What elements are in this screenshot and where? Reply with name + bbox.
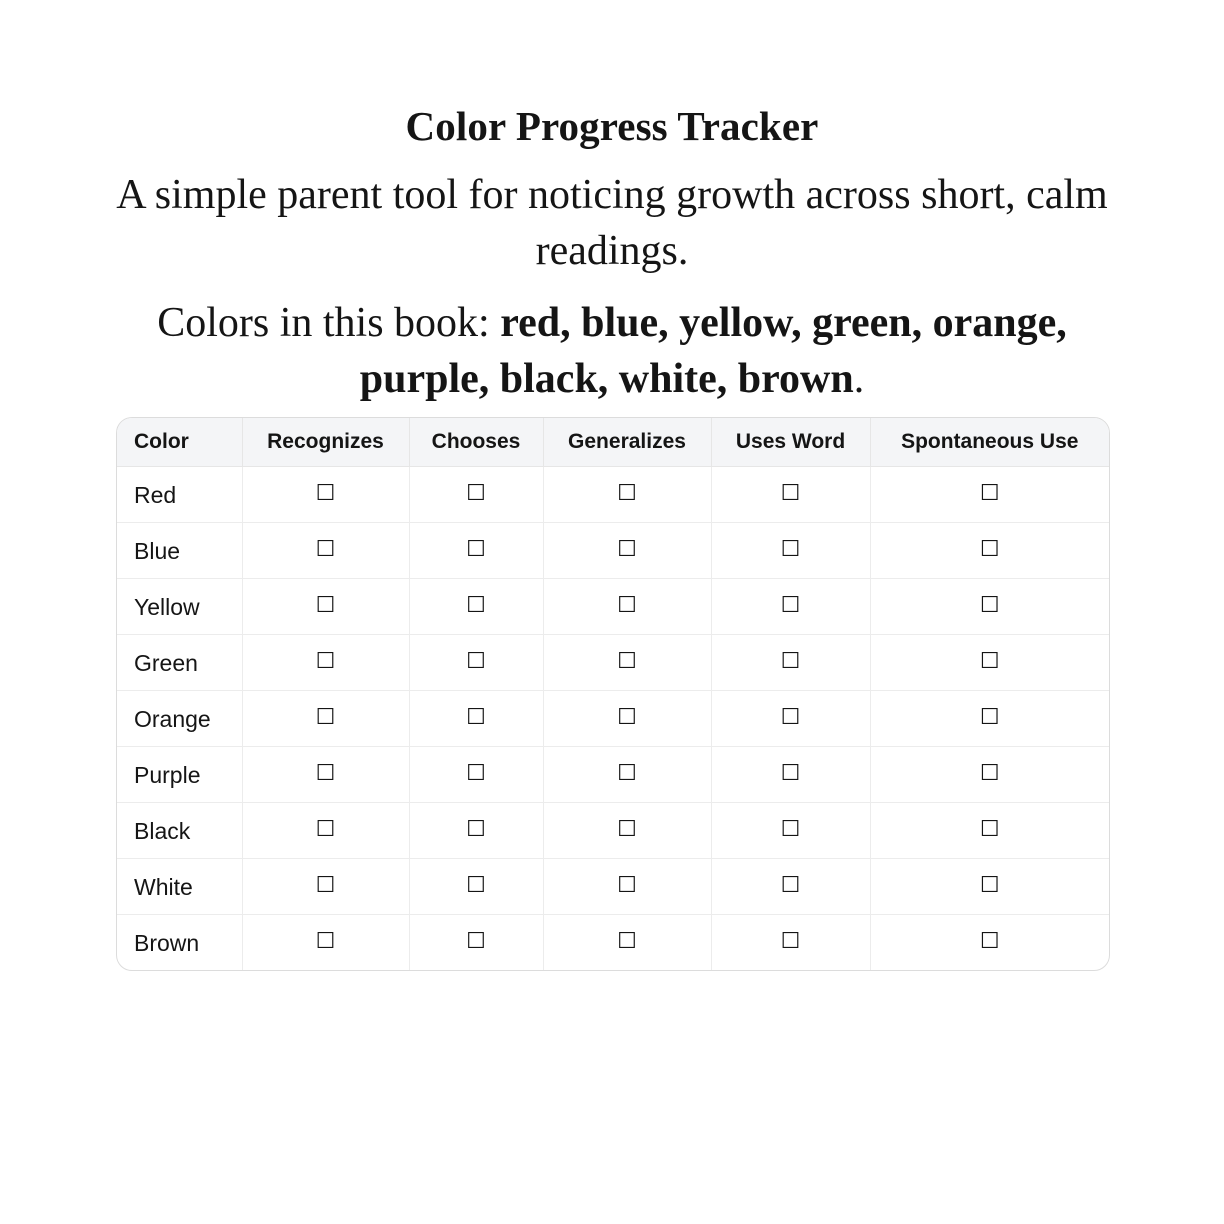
header-color: Color xyxy=(117,418,242,467)
cell-spontaneous-use xyxy=(870,859,1109,915)
header-chooses: Chooses xyxy=(409,418,543,467)
header-recognizes: Recognizes xyxy=(242,418,409,467)
table-row xyxy=(117,635,1109,691)
checkbox-uses-word[interactable]: ☐ xyxy=(780,649,801,674)
checkbox-chooses[interactable]: ☐ xyxy=(466,929,486,954)
cell-uses-word xyxy=(711,467,870,523)
checkbox-uses-word[interactable]: ☐ xyxy=(780,929,801,954)
cell-recognizes xyxy=(242,579,409,635)
header-spontaneous-use: Spontaneous Use xyxy=(870,418,1109,467)
cell-chooses xyxy=(409,803,543,859)
cell-chooses xyxy=(409,747,543,803)
checkbox-recognizes[interactable]: ☐ xyxy=(315,705,336,730)
checkbox-uses-word[interactable]: ☐ xyxy=(780,481,801,506)
row-color-label: Yellow xyxy=(117,579,242,635)
progress-table xyxy=(117,418,1109,970)
cell-uses-word xyxy=(711,579,870,635)
checkbox-spontaneous-use[interactable]: ☐ xyxy=(979,873,1000,898)
cell-recognizes xyxy=(242,859,409,915)
cell-spontaneous-use xyxy=(870,523,1109,579)
table-header-row xyxy=(117,418,1109,467)
checkbox-uses-word[interactable]: ☐ xyxy=(780,537,801,562)
checkbox-spontaneous-use[interactable]: ☐ xyxy=(979,481,1000,506)
table-row xyxy=(117,803,1109,859)
table-row xyxy=(117,691,1109,747)
checkbox-chooses[interactable]: ☐ xyxy=(466,537,486,562)
checkbox-recognizes[interactable]: ☐ xyxy=(315,873,336,898)
checkbox-chooses[interactable]: ☐ xyxy=(466,593,486,618)
checkbox-uses-word[interactable]: ☐ xyxy=(780,593,801,618)
cell-generalizes xyxy=(543,523,711,579)
cell-chooses xyxy=(409,635,543,691)
checkbox-chooses[interactable]: ☐ xyxy=(466,873,486,898)
checkbox-generalizes[interactable]: ☐ xyxy=(617,873,637,898)
colors-intro: Colors in this book: xyxy=(157,300,501,346)
cell-recognizes xyxy=(242,691,409,747)
cell-generalizes xyxy=(543,915,711,971)
checkbox-generalizes[interactable]: ☐ xyxy=(617,537,637,562)
table-row xyxy=(117,747,1109,803)
tracker-page xyxy=(116,98,1108,971)
cell-generalizes xyxy=(543,747,711,803)
cell-spontaneous-use xyxy=(870,635,1109,691)
row-color-label: White xyxy=(117,859,242,915)
cell-uses-word xyxy=(711,803,870,859)
checkbox-chooses[interactable]: ☐ xyxy=(466,649,486,674)
cell-uses-word xyxy=(711,859,870,915)
checkbox-chooses[interactable]: ☐ xyxy=(466,761,486,786)
cell-chooses xyxy=(409,579,543,635)
checkbox-recognizes[interactable]: ☐ xyxy=(315,481,336,506)
cell-spontaneous-use xyxy=(870,803,1109,859)
checkbox-spontaneous-use[interactable]: ☐ xyxy=(979,593,1000,618)
checkbox-generalizes[interactable]: ☐ xyxy=(617,649,637,674)
checkbox-chooses[interactable]: ☐ xyxy=(466,705,486,730)
checkbox-recognizes[interactable]: ☐ xyxy=(315,593,336,618)
row-color-label: Green xyxy=(117,635,242,691)
page-subtitle: A simple parent tool for noticing growth across short, calm readings. xyxy=(116,172,1108,274)
checkbox-recognizes[interactable]: ☐ xyxy=(315,537,336,562)
checkbox-generalizes[interactable]: ☐ xyxy=(617,593,637,618)
checkbox-uses-word[interactable]: ☐ xyxy=(780,761,801,786)
cell-generalizes xyxy=(543,803,711,859)
checkbox-spontaneous-use[interactable]: ☐ xyxy=(979,929,1000,954)
cell-spontaneous-use xyxy=(870,579,1109,635)
cell-generalizes xyxy=(543,859,711,915)
checkbox-uses-word[interactable]: ☐ xyxy=(780,873,801,898)
row-color-label: Black xyxy=(117,803,242,859)
cell-recognizes xyxy=(242,915,409,971)
cell-recognizes xyxy=(242,803,409,859)
progress-table-container xyxy=(116,417,1110,971)
checkbox-spontaneous-use[interactable]: ☐ xyxy=(979,761,1000,786)
row-color-label: Purple xyxy=(117,747,242,803)
checkbox-generalizes[interactable]: ☐ xyxy=(617,929,637,954)
checkbox-spontaneous-use[interactable]: ☐ xyxy=(979,705,1000,730)
cell-chooses xyxy=(409,467,543,523)
table-row xyxy=(117,915,1109,971)
checkbox-spontaneous-use[interactable]: ☐ xyxy=(979,649,1000,674)
page-title: Color Progress Tracker xyxy=(405,103,819,149)
table-row xyxy=(117,523,1109,579)
cell-uses-word xyxy=(711,523,870,579)
checkbox-generalizes[interactable]: ☐ xyxy=(617,761,637,786)
header-uses-word: Uses Word xyxy=(711,418,870,467)
checkbox-recognizes[interactable]: ☐ xyxy=(315,929,336,954)
cell-generalizes xyxy=(543,691,711,747)
checkbox-uses-word[interactable]: ☐ xyxy=(780,705,801,730)
cell-generalizes xyxy=(543,579,711,635)
row-color-label: Blue xyxy=(117,523,242,579)
colors-end: . xyxy=(853,356,865,402)
table-body xyxy=(117,467,1109,971)
checkbox-generalizes[interactable]: ☐ xyxy=(617,817,637,842)
checkbox-spontaneous-use[interactable]: ☐ xyxy=(979,817,1000,842)
colors-list: red, blue, yellow, green, orange, purple, black, white, brown xyxy=(359,300,1067,402)
row-color-label: Red xyxy=(117,467,242,523)
cell-chooses xyxy=(409,523,543,579)
cell-recognizes xyxy=(242,523,409,579)
checkbox-chooses[interactable]: ☐ xyxy=(466,481,486,506)
cell-uses-word xyxy=(711,691,870,747)
cell-chooses xyxy=(409,691,543,747)
checkbox-spontaneous-use[interactable]: ☐ xyxy=(979,537,1000,562)
cell-recognizes xyxy=(242,467,409,523)
table-row xyxy=(117,859,1109,915)
cell-generalizes xyxy=(543,635,711,691)
row-color-label: Brown xyxy=(117,915,242,971)
cell-chooses xyxy=(409,915,543,971)
row-color-label: Orange xyxy=(117,691,242,747)
cell-spontaneous-use xyxy=(870,467,1109,523)
checkbox-recognizes[interactable]: ☐ xyxy=(315,649,336,674)
cell-spontaneous-use xyxy=(870,915,1109,971)
checkbox-generalizes[interactable]: ☐ xyxy=(617,481,637,506)
cell-recognizes xyxy=(242,747,409,803)
checkbox-uses-word[interactable]: ☐ xyxy=(780,817,801,842)
checkbox-recognizes[interactable]: ☐ xyxy=(315,761,336,786)
cell-spontaneous-use xyxy=(870,691,1109,747)
cell-uses-word xyxy=(711,915,870,971)
checkbox-chooses[interactable]: ☐ xyxy=(466,817,486,842)
table-row xyxy=(117,579,1109,635)
cell-chooses xyxy=(409,859,543,915)
colors-in-book-line xyxy=(116,295,1108,407)
cell-uses-word xyxy=(711,635,870,691)
cell-spontaneous-use xyxy=(870,747,1109,803)
cell-uses-word xyxy=(711,747,870,803)
checkbox-generalizes[interactable]: ☐ xyxy=(617,705,637,730)
checkbox-recognizes[interactable]: ☐ xyxy=(315,817,336,842)
table-row xyxy=(117,467,1109,523)
cell-generalizes xyxy=(543,467,711,523)
cell-recognizes xyxy=(242,635,409,691)
header-generalizes: Generalizes xyxy=(543,418,711,467)
